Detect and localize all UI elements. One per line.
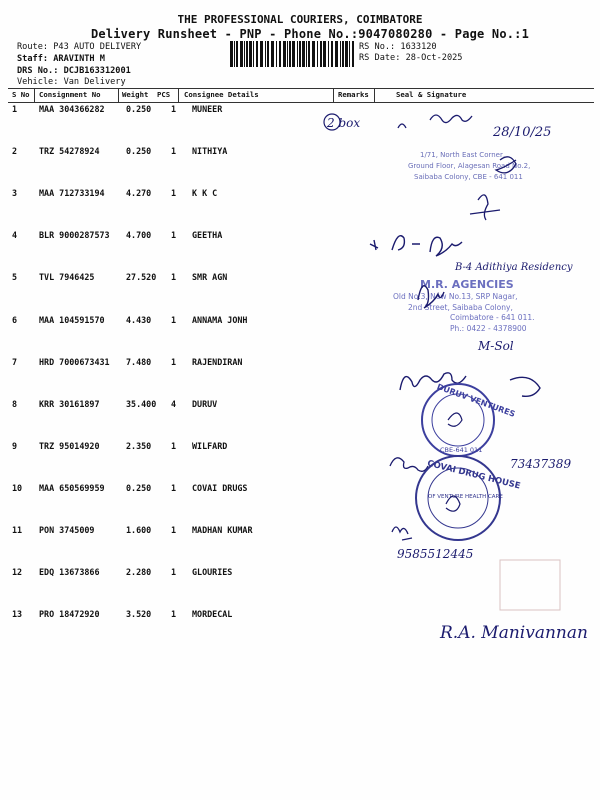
weight-cell: 2.350: [126, 440, 152, 451]
sno-cell: 1: [12, 104, 18, 114]
rs-number: RS No.: 1633120: [359, 42, 437, 52]
consignee-cell: MORDECAL: [192, 609, 233, 620]
mr-agencies-stamp: [393, 278, 535, 333]
covai-drug-house-stamp: [416, 456, 522, 540]
remark-box-text: 2 box: [327, 116, 361, 130]
pcs-cell: 1: [171, 567, 177, 578]
pcs-cell: 1: [171, 188, 177, 199]
handwritten-note: M-Sol: [478, 339, 514, 353]
svg-text:COVAI DRUG HOUSE: COVAI DRUG HOUSE: [426, 458, 522, 492]
consignment-cell: PRO 18472920: [39, 609, 100, 620]
svg-text:Old No.3, New No.13, SRP Nagar: Old No.3, New No.13, SRP Nagar,: [393, 292, 518, 301]
runsheet-title: Delivery Runsheet - PNP - Phone No.:9047080280 - Page No.:1: [90, 27, 530, 41]
handwritten-date: 28/10/25: [493, 125, 552, 140]
sno-cell: 3: [12, 188, 18, 199]
col-seal-signature: Seal & Signature: [396, 90, 467, 99]
svg-text:Ph.: 0422 - 4378900: Ph.: 0422 - 4378900: [450, 324, 527, 333]
signature-row-9: [390, 458, 428, 472]
sno-cell: 4: [12, 230, 18, 241]
svg-text:1/71, North East Corner,: 1/71, North East Corner,: [420, 151, 506, 159]
sno-cell: 7: [12, 356, 18, 367]
consignment-cell: TRZ 95014920: [39, 440, 100, 451]
pcs-cell: 1: [171, 146, 177, 157]
svg-text:OF VENTURE HEALTH CARE: OF VENTURE HEALTH CARE: [428, 494, 503, 500]
svg-text:Ground Floor, Alagesan Road No: Ground Floor, Alagesan Road No.2,: [408, 162, 531, 170]
col-weight: Weight: [122, 90, 149, 99]
address-stamp: [408, 151, 530, 181]
consignment-cell: KRR 30161897: [39, 398, 100, 409]
signature-row-1: [398, 115, 472, 128]
consignment-cell: MAA 650569959: [39, 482, 105, 493]
consignment-cell: MAA 304366282: [39, 104, 105, 114]
pcs-cell: 1: [171, 525, 177, 535]
pcs-cell: 1: [171, 609, 177, 620]
faint-stamp: [500, 560, 560, 610]
svg-text:2nd Street, Saibaba Colony,: 2nd Street, Saibaba Colony,: [408, 303, 513, 312]
svg-text:DURUV VENTURES: DURUV VENTURES: [435, 382, 517, 419]
consignment-cell: BLR 9000287573: [39, 230, 110, 241]
consignee-cell: NITHIYA: [192, 146, 228, 157]
signature-row-13: R.A. Manivannan: [440, 623, 588, 643]
consignment-cell: TRZ 54278924: [39, 146, 100, 157]
pcs-cell: 1: [171, 272, 177, 283]
pcs-cell: 1: [171, 314, 177, 325]
consignment-cell: EDQ 13673866: [39, 567, 100, 578]
svg-text:M.R. AGENCIES: M.R. AGENCIES: [420, 278, 514, 291]
handwritten-address: B-4 Adithiya Residency: [455, 262, 573, 273]
sno-cell: 12: [12, 567, 23, 578]
sno-cell: 11: [12, 525, 23, 535]
consignee-cell: MUNEER: [192, 104, 223, 114]
handwritten-phone-9: 73437389: [510, 457, 572, 471]
col-pcs: PCS: [157, 90, 171, 99]
sno-cell: 6: [12, 314, 18, 325]
sno-cell: 2: [12, 146, 18, 157]
consignment-cell: MAA 712733194: [39, 188, 105, 199]
vehicle-label: Vehicle: Van Delivery: [17, 77, 126, 87]
rs-date: RS Date: 28-Oct-2025: [359, 53, 463, 63]
weight-cell: 27.520: [126, 272, 157, 283]
pcs-cell: 1: [171, 440, 177, 451]
company-title: THE PROFESSIONAL COURIERS, COIMBATORE: [177, 13, 423, 26]
consignee-cell: COVAI DRUGS: [192, 482, 248, 493]
consignee-cell: K K C: [192, 188, 218, 199]
signature-row-3: [470, 195, 500, 220]
weight-cell: 2.280: [126, 567, 152, 578]
weight-cell: 35.400: [126, 398, 157, 409]
weight-cell: 0.250: [126, 104, 152, 114]
drs-label: DRS No.: DCJB163312001: [17, 66, 131, 76]
weight-cell: 1.600: [126, 525, 152, 535]
duruv-ventures-stamp: [422, 382, 516, 456]
consignment-cell: MAA 104591570: [39, 314, 105, 325]
consignee-cell: DURUV: [192, 398, 218, 409]
pcs-cell: 1: [171, 356, 177, 367]
sno-cell: 10: [12, 482, 23, 493]
col-sno: S No: [12, 90, 30, 99]
pcs-cell: 4: [171, 398, 177, 409]
consignment-cell: HRD 7000673431: [39, 356, 110, 367]
pcs-cell: 1: [171, 482, 177, 493]
weight-cell: 3.520: [126, 609, 152, 620]
pcs-cell: 1: [171, 230, 177, 241]
svg-text:Coimbatore - 641 011.: Coimbatore - 641 011.: [450, 313, 535, 322]
consignment-cell: TVL 7946425: [39, 272, 95, 283]
col-remarks: Remarks: [338, 90, 369, 99]
signature-row-4: [370, 236, 462, 256]
consignment-cell: PON 3745009: [39, 525, 95, 535]
sno-cell: 5: [12, 272, 18, 283]
consignee-cell: GLOURIES: [192, 567, 233, 578]
col-consignment: Consignment No: [39, 90, 101, 99]
consignee-cell: ANNAMA JONH: [192, 314, 248, 325]
sno-cell: 9: [12, 440, 18, 451]
consignee-cell: WILFARD: [192, 440, 228, 451]
weight-cell: 0.250: [126, 482, 152, 493]
handwritten-phone-11: 9585512445: [397, 547, 474, 561]
svg-text:CBE-641 011: CBE-641 011: [440, 446, 483, 454]
staff-label: Staff: ARAVINTH M: [17, 54, 105, 64]
weight-cell: 0.250: [126, 146, 152, 157]
weight-cell: 4.270: [126, 188, 152, 199]
weight-cell: 4.700: [126, 230, 152, 241]
consignee-cell: MADHAN KUMAR: [192, 525, 253, 535]
sno-cell: 13: [12, 609, 23, 620]
weight-cell: 7.480: [126, 356, 152, 367]
sno-cell: 8: [12, 398, 18, 409]
consignee-cell: SMR AGN: [192, 272, 228, 283]
signature-row-11: [392, 527, 412, 540]
pcs-cell: 1: [171, 104, 177, 114]
consignee-cell: RAJENDIRAN: [192, 356, 243, 367]
col-consignee: Consignee Details: [184, 90, 259, 99]
consignee-cell: GEETHA: [192, 230, 223, 241]
weight-cell: 4.430: [126, 314, 152, 325]
svg-text:Saibaba Colony, CBE - 641 011: Saibaba Colony, CBE - 641 011: [414, 173, 523, 181]
route-label: Route: P43 AUTO DELIVERY: [17, 42, 142, 52]
